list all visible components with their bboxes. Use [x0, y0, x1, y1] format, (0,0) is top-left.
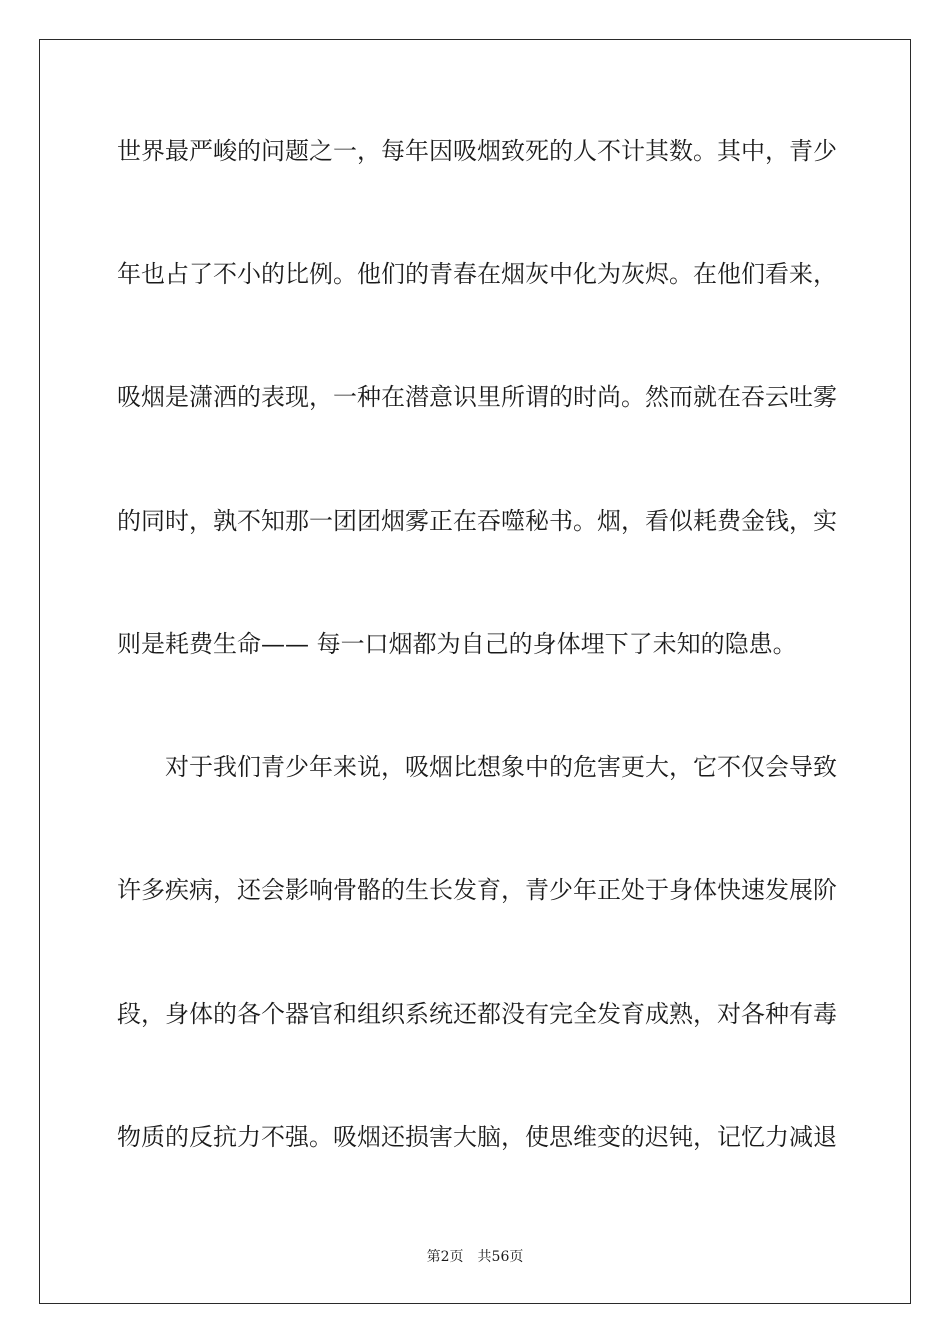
text-line: 世界最严峻的问题之一，每年因吸烟致死的人不计其数。其中，青少: [117, 137, 837, 165]
text-line: 许多疾病，还会影响骨骼的生长发育，青少年正处于身体快速发展阶: [117, 876, 837, 904]
page-footer: [0, 1248, 950, 1266]
page-border: [39, 39, 911, 1304]
text-line: 物质的反抗力不强。吸烟还损害大脑，使思维变的迟钝，记忆力减退: [117, 1123, 837, 1151]
page-number: 第2页: [426, 1249, 464, 1265]
text-line: 的同时，孰不知那一团团烟雾正在吞噬秘书。烟，看似耗费金钱，实: [117, 507, 837, 535]
text-line: 吸烟是潇洒的表现，一种在潜意识里所谓的时尚。然而就在吞云吐雾: [117, 383, 837, 411]
text-line: 年也占了不小的比例。他们的青春在烟灰中化为灰烬。在他们看来，: [117, 260, 837, 288]
text-line: 对于我们青少年来说，吸烟比想象中的危害更大，它不仅会导致: [165, 753, 837, 781]
text-line: 则是耗费生命—— 每一口烟都为自己的身体埋下了未知的隐患。: [117, 630, 797, 658]
text-line: 段，身体的各个器官和组织系统还都没有完全发育成熟，对各种有毒: [117, 1000, 837, 1028]
page-total: 共56页: [477, 1249, 524, 1265]
